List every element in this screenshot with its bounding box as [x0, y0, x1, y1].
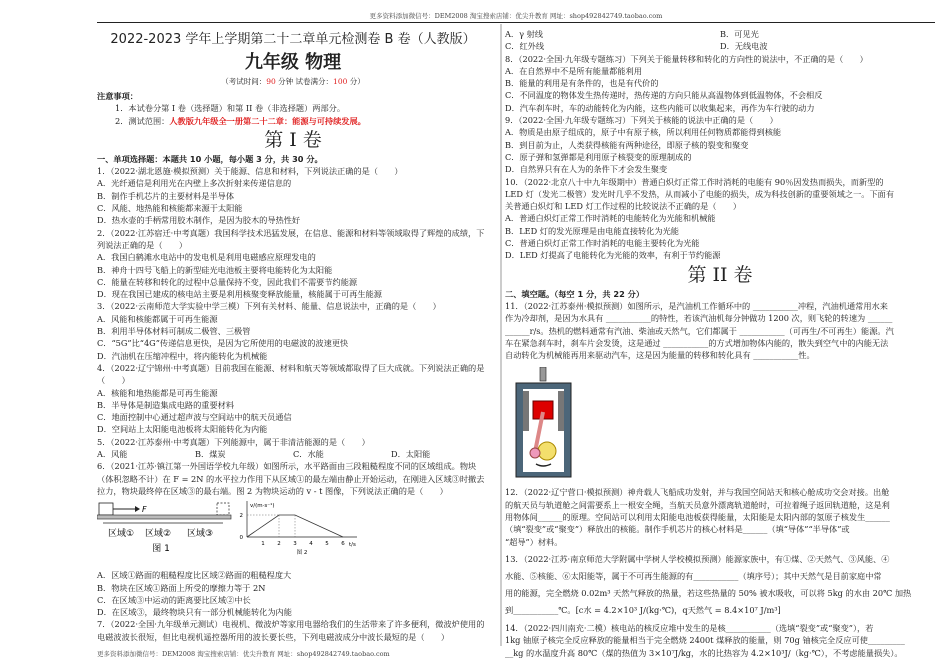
y-axis-label: v/(m·s⁻¹)	[250, 503, 275, 510]
question-13-line: 水能、⑤核能、⑥太阳能等，属于不可再生能源的有___________（填序号）；其中天然气是目前家庭中常	[505, 570, 882, 581]
question-stem-line: 1．（2022·湖北恩施·模拟预测）关于能源、信息和材料，下列说法正确的是（ ）	[97, 166, 403, 177]
answer-options	[97, 569, 489, 618]
exam-time: 90	[266, 77, 276, 86]
answer-option[interactable]: B．神舟十四号飞船上的新型硅光电池板主要将电能转化为太阳能	[97, 264, 333, 275]
notes-item-2-label: 2．测试范围：	[115, 115, 170, 126]
road-surface	[97, 515, 231, 519]
answer-options	[97, 387, 489, 436]
answer-option[interactable]: A．γ 射线	[505, 29, 543, 39]
answer-option[interactable]: D．太阳能	[391, 449, 431, 460]
answer-option[interactable]: C．地面控制中心通过超声波与空间站中的航天员通信	[97, 412, 292, 423]
answer-option[interactable]: A．物质是由原子组成的，原子中有原子核，所以利用任何物质都能得到核能	[505, 127, 782, 138]
left-question-5	[97, 436, 489, 461]
x-tick-label: 3	[293, 541, 297, 548]
right-question-1	[505, 28, 935, 53]
question-12-line: （填“裂变”或“聚变”）释放出的核能。制作手机芯片的核心材料是______（填“导体”“半导体”或	[505, 524, 850, 535]
question-12-line: 用物体间______的原理。空间站可以利用太阳能电池板获得能量，太阳能是太阳内部的氢原子核发生______	[505, 512, 890, 523]
score-unit: 分）	[347, 77, 365, 86]
time-label: （考试时间：	[221, 77, 267, 86]
answer-option[interactable]: C．不同温度的物体发生热传递时，热传递的方向只能从高温物体到低温物体，不会相反	[505, 90, 823, 101]
y-tick-label: 0	[239, 535, 243, 542]
page-header: 更多资料添加微信号：DEM2008 淘宝搜索店铺：优尖升教育 网址：shop492842749.taobao.com	[97, 10, 935, 23]
question-12-line: 12．（2022·辽宁营口·模拟预测）神舟载人飞船成功发射，并与我国空间站天和核心舱成功交会对接。出舱	[505, 487, 890, 498]
answer-option[interactable]: B．可见光	[720, 29, 759, 39]
exam-info	[97, 76, 489, 88]
answer-options	[505, 65, 935, 114]
zone-3-label: 区域③	[186, 529, 214, 540]
answer-option[interactable]: C．原子弹和氢弹都是利用原子核裂变的原理制成的	[505, 151, 692, 162]
question-14	[505, 622, 935, 659]
exam-title: 2022-2023 学年上学期第二十二章单元检测卷 B 卷（人教版）	[110, 32, 476, 47]
question-6-figure	[97, 501, 487, 559]
question-11-line: ______r/s。热机的燃料通常有汽油、柴油或天然气，它们都属于 ___________（可再生/不可再生）能源。汽	[505, 325, 894, 336]
question-13	[505, 551, 935, 619]
answer-option[interactable]: B．能量的利用是有条件的，也是有代价的	[505, 78, 659, 89]
right-column	[505, 28, 935, 659]
answer-option[interactable]: C．在区域③中运动的距离要比区域②中长	[97, 594, 251, 605]
answer-options	[97, 177, 489, 226]
left-question-3	[97, 300, 489, 361]
question-13-line: 用的能源，完全燃烧 0.02m³ 天然气释放的热量，若这些热量的 50% 被水吸收，可以将 5kg 的水由 20℃ 加热	[505, 587, 912, 598]
force-arrowhead	[135, 506, 140, 512]
block	[99, 503, 113, 515]
left-question-2	[97, 227, 489, 301]
right-question-4	[505, 176, 935, 262]
question-stem-line: 列说法正确的是（ ）	[97, 239, 188, 250]
answer-option[interactable]: A．光纤通信是利用光在内壁上多次折射来传递信息的	[97, 178, 292, 189]
left-question-4	[97, 362, 489, 436]
question-stem-line: 4．（2022·辽宁锦州·中考真题）目前我国在能源、材料和航天等领域都取得了巨大成就。下列说法正确的是	[97, 362, 485, 373]
question-13-line: 13．（2022·江苏·南京师范大学附属中学树人学校模拟预测）能源家族中，有①煤、②天然气、③风能、④	[505, 553, 890, 564]
answer-option[interactable]: A．区域①路面的粗糙程度比区域②路面的粗糙程度大	[97, 570, 292, 581]
answer-options	[97, 313, 489, 362]
question-stem-line: 5．（2022·江苏泰州·中考真题）下列能源中，属于非清洁能源的是（ ）	[97, 436, 370, 447]
exam-score: 100	[333, 77, 348, 86]
question-stem-line: 3．（2022·云南师范大学实验中学三模）下列有关材料、能量、信息说法中，正确的是（ ）	[97, 301, 441, 312]
answer-option[interactable]: D．空间站上太阳能电池板将太阳能转化为内能	[97, 424, 268, 435]
answer-option[interactable]: C．水能	[293, 449, 324, 460]
question-stem-line: 电磁波波长很短，但比电视机遥控器所用的波长要长些，下列电磁波成分中波长最短的是（ ）	[97, 631, 450, 642]
question-14-line: __kg 的水温度升高 80℃（煤的热值为 3×10⁷J/kg，水的比热容为 4.2×10³J/（kg·℃），不考虑能量损失）。	[505, 647, 903, 658]
x-tick-label: 5	[325, 541, 329, 548]
question-13-line: 到___________℃。[c水 = 4.2×10³ J/(kg·℃)，q天然气 = 8.4×10⁷ J/m³]	[505, 604, 781, 615]
answer-option[interactable]: D．汽油机在压缩冲程中，将内能转化为机械能	[97, 350, 268, 361]
answer-option[interactable]: B．制作手机芯片的主要材料是半导体	[97, 190, 235, 201]
question-12	[505, 486, 935, 547]
left-question-6	[97, 460, 489, 618]
right-question-2	[505, 53, 935, 114]
answer-option[interactable]: D．LED 灯提高了电能转化为光能的效率，有利于节约能源	[505, 250, 721, 261]
answer-option[interactable]: B．半导体是制造集成电路的重要材料	[97, 399, 235, 410]
x-axis-label: t/s	[349, 542, 356, 549]
answer-options	[505, 212, 935, 261]
section-1-heading: 一、单项选择题：本题共 10 小题，每小题 3 分，共 30 分。	[97, 153, 323, 164]
answer-option[interactable]: C．能量在转移和转化的过程中总量保持不变，因此我们不需要节约能源	[97, 276, 358, 287]
answer-options	[505, 126, 935, 175]
notes-item-1: 1．本试卷分第 I 卷（选择题）和第 II 卷（非选择题）两部分。	[115, 103, 346, 114]
time-unit: 分钟 试卷满分：	[275, 77, 334, 86]
answer-option[interactable]: D．现在我国已建成的核电站主要是利用核聚变释放能量，核能属于可再生能源	[97, 289, 382, 300]
answer-option[interactable]: C．“5G”比“4G”传递信息更快，是因为它所使用的电磁波的波速更快	[97, 338, 349, 349]
right-questions	[505, 28, 935, 262]
answer-option[interactable]: D．汽车刹车时，车的动能转化为内能，这些内能可以收集起来，再作为车行驶的动力	[505, 102, 815, 113]
question-11	[505, 300, 935, 361]
part-1-title: 第 I 卷	[264, 128, 322, 151]
part-2-title: 第 II 卷	[687, 263, 753, 286]
answer-option[interactable]: A．风能和核能都属于可再生能源	[97, 313, 218, 324]
question-figure	[97, 501, 489, 563]
answer-option[interactable]: B．煤炭	[195, 449, 226, 460]
answer-option[interactable]: D．热水壶的手柄常用胶木制作，是因为胶木的导热性好	[97, 215, 301, 226]
x-tick-label: 1	[261, 541, 265, 548]
question-stem-line: 关普通白炽灯和 LED 灯工作过程的比较说法不正确的是（ ）	[505, 201, 742, 212]
force-label: F	[142, 505, 147, 515]
answer-option[interactable]: A．普通白炽灯正常工作时消耗的电能转化为光能和机械能	[505, 213, 716, 224]
left-column	[97, 30, 489, 643]
exam-subtitle: 九年级 物理	[244, 52, 342, 73]
question-stem-line: 10．（2022·北京八十中九年级期中）普通白炽灯正常工作时消耗的电能有 90％因发热而损失，而新型的	[505, 176, 884, 187]
answer-option[interactable]: D．自然界只有在人为的条件下才会发生聚变	[505, 164, 668, 175]
question-12-line: “超导”）材料。	[505, 536, 563, 547]
answer-options	[97, 448, 489, 460]
question-14-line: 1kg 铀原子核完全反应释放的能量相当于完全燃烧 2400t 煤释放的能量，则 70g 铀核完全反应可使_________	[505, 635, 905, 646]
question-stem-line: 8．（2022·全国·九年级专题练习）下列关于能量转移和转化的方向性的说法中，不正确的是（ ）	[505, 53, 868, 64]
question-stem-line: 拉力，物块最终停在区域③的最右端。图 2 为物块运动的 v - t 图像，下列说法正确的是（ ）	[97, 485, 448, 496]
left-question-7	[97, 618, 489, 643]
question-stem-line: （体积忽略不计）在 F = 2N 的水平拉力作用下从区域①的最左端由静止开始运动，在刚进入区域③时撤去	[97, 473, 485, 484]
answer-option[interactable]: A．核能和地热能都是可再生能源	[97, 387, 218, 398]
answer-option[interactable]: D．无线电波	[720, 41, 768, 52]
notes-item-2	[97, 115, 489, 127]
answer-option[interactable]: C．普通白炽灯正常工作时消耗的电能主要转化为光能	[505, 238, 700, 249]
column-divider	[500, 24, 502, 646]
answer-option[interactable]: B．LED 灯的发光原理是由电能直接转化为光能	[505, 225, 679, 236]
zone-1-label: 区域①	[107, 529, 135, 540]
answer-option[interactable]: C．风能、地热能和核能都来源于太阳能	[97, 203, 243, 214]
question-stem-line: （ ）	[97, 375, 130, 386]
question-stem-line: 9．（2022·全国·九年级专题练习）下列关于核能的说法中正确的是（ ）	[505, 115, 778, 126]
question-14-line: 14．（2022·四川南充·二模）核电站的核反应堆中发生的是核___________（选填“裂变”或“聚变”），若	[505, 622, 874, 633]
x-tick-label: 2	[277, 541, 281, 548]
answer-option[interactable]: B．利用半导体材料可制成二极管、三极管	[97, 326, 251, 337]
answer-option[interactable]: C．红外线	[505, 41, 545, 52]
answer-option[interactable]: B．到目前为止，人类获得核能有两种途径，即原子核的裂变和聚变	[505, 139, 749, 150]
x-tick-label: 6	[341, 541, 345, 548]
question-11-line: 自动转化为机械能再用来驱动汽车，这是因为能量的转移和转化具有 ___________性。	[505, 350, 815, 361]
left-questions	[97, 165, 489, 643]
question-11-line: 11．（2022·江苏泰州·模拟预测）如图所示，是汽油机工作循环中的 ___________冲程，汽油机通常用水来	[505, 300, 888, 311]
notes-item-2-value: 人教版九年级全一册第二十二章：能源与可持续发展。	[169, 115, 366, 126]
section-2-heading: 二、填空题。（每空 1 分，共 22 分）	[505, 288, 645, 299]
answer-options	[505, 28, 935, 53]
figure-2-caption: 图 2	[296, 550, 308, 557]
notes-heading: 注意事项：	[97, 91, 138, 101]
question-12-line: 的航天员与轨道舱之间需要系上一根安全绳，当航天员意外漂离轨道舱时，可拉着绳子返回轨道舱，这是利	[505, 499, 890, 510]
answer-option[interactable]: A．在自然界中不是所有能量都能利用	[505, 65, 642, 76]
question-11-line: 车在紧急刹车时，刹车片会发烫，这是通过 ___________的方式增加物体内能的，散失到空气中的内能无法	[505, 337, 889, 348]
final-block-position	[217, 503, 229, 515]
answer-option[interactable]: A．我国白鹤滩水电站中的发电机是利用电磁感应原理发电的	[97, 252, 316, 263]
question-stem-line: LED 灯（发光二极管）发光时几乎不发热，从而减小了电能的损失，成为科技创新的重要领域之一。下面有	[505, 188, 895, 199]
question-11-line: 作为冷却剂，是因为水具有 ___________的特性，若该汽油机每分钟做功 1200 次，则飞轮的转速为 ______	[505, 313, 893, 324]
x-tick-label: 4	[309, 541, 313, 548]
engine-cylinder-illustration	[511, 367, 581, 482]
question-stem-line: 6．（2021·江苏·镇江第一外国语学校九年级）如图所示，水平路面由三段粗糙程度不同的区域组成。物块	[97, 461, 477, 472]
page-footer: 更多资料添加微信号：DEM2008 淘宝搜索店铺：优尖升教育 网址：shop492842749.taobao.com	[97, 650, 390, 658]
question-stem-line: 2．（2022·江苏宿迁·中考真题）我国科学技术迅猛发展，在信息、能源和材料等领域取得了辉煌的成绩，下	[97, 227, 485, 238]
answer-option[interactable]: A．风能	[97, 449, 128, 460]
figure-1-caption: 图 1	[152, 544, 170, 555]
answer-option[interactable]: B．物块在区域①路面上所受的摩擦力等于 2N	[97, 582, 266, 593]
answer-option[interactable]: D．在区域③，最终物块只有一部分机械能转化为内能	[97, 607, 292, 618]
left-question-1	[97, 165, 489, 226]
question-stem-line: 7．（2022·全国·九年级单元测试）电视机、微波炉等家用电器给我们的生活带来了许多便利，微波炉使用的	[97, 619, 485, 630]
right-question-3	[505, 114, 935, 175]
zone-2-label: 区域②	[144, 529, 172, 540]
y-tick-label: 2	[239, 513, 243, 520]
answer-options	[97, 251, 489, 300]
